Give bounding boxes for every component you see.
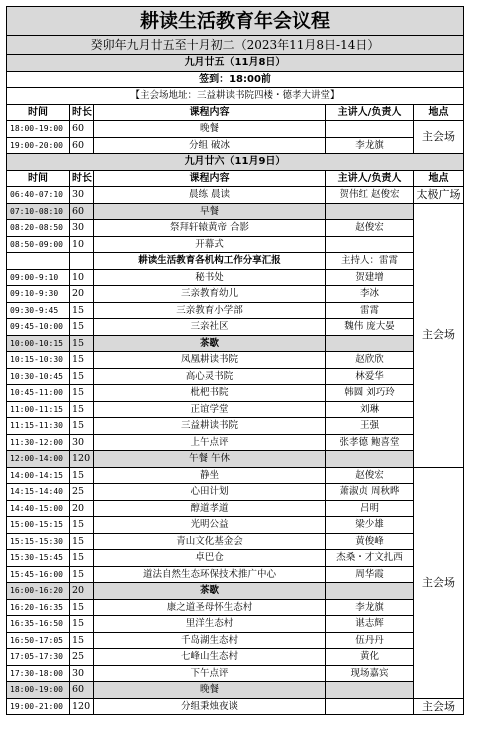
row-content: 静坐 [94,467,326,484]
table-row [7,203,464,220]
row-speaker: 梁少雄 [326,517,414,534]
row-duration: 15 [70,418,94,435]
row-duration: 20 [70,286,94,303]
table-row [7,319,464,336]
row-content: 高心灵书院 [94,368,326,385]
row-content: 秘书处 [94,269,326,286]
row-time: 19:00-21:00 [7,698,70,715]
row-duration: 120 [70,698,94,715]
row-content: 里洋生态村 [94,616,326,633]
table-row [7,500,464,517]
table-row [7,682,464,699]
table-row [7,137,464,154]
table-row [7,352,464,369]
venue-address: 【主会场地址：三益耕读书院四楼・德孝大讲堂】 [7,88,464,105]
row-duration: 25 [70,649,94,666]
row-duration: 15 [70,302,94,319]
row-time: 15:30-15:45 [7,550,70,567]
row-time: 11:30-12:00 [7,434,70,451]
row-speaker: 赵俊宏 [326,220,414,237]
row-time: 16:20-16:35 [7,599,70,616]
row-duration: 30 [70,434,94,451]
row-speaker [326,583,414,600]
row-time: 09:30-9:45 [7,302,70,319]
row-speaker: 李龙旗 [326,599,414,616]
row-duration: 20 [70,583,94,600]
row-time: 18:00-19:00 [7,682,70,699]
row-speaker: 李龙旗 [326,137,414,154]
row-duration: 15 [70,385,94,402]
row-content: 茶歇 [94,335,326,352]
table-row [7,616,464,633]
col-header-content: 课程内容 [94,170,326,187]
row-time: 15:15-15:30 [7,533,70,550]
row-speaker [326,682,414,699]
col-header-duration: 时长 [70,104,94,121]
table-row [7,467,464,484]
row-speaker [326,451,414,468]
table-row [7,269,464,286]
row-time: 14:15-14:40 [7,484,70,501]
row-duration: 15 [70,616,94,633]
row-content: 醇道孝道 [94,500,326,517]
row-speaker: 张孝德 鲍喜堂 [326,434,414,451]
row-speaker: 贺伟红 赵俊宏 [326,187,414,204]
col-header-speaker: 主讲人/负责人 [326,170,414,187]
row-speaker: 黄化 [326,649,414,666]
col-header-content: 课程内容 [94,104,326,121]
agenda-title: 耕读生活教育年会议程 [7,7,464,36]
row-time: 09:00-9:10 [7,269,70,286]
row-content: 茶歇 [94,583,326,600]
sign-in-time: 签到：18:00前 [7,71,464,88]
table-row [7,401,464,418]
row-speaker: 萧淑贞 周秋晔 [326,484,414,501]
table-row [7,434,464,451]
row-duration: 10 [70,269,94,286]
row-speaker: 杰桑・才文扎西 [326,550,414,567]
row-time: 15:45-16:00 [7,566,70,583]
row-duration [70,253,94,270]
row-time: 15:00-15:15 [7,517,70,534]
row-duration: 60 [70,682,94,699]
row-speaker: 李冰 [326,286,414,303]
row-time: 07:10-08:10 [7,203,70,220]
row-duration: 60 [70,137,94,154]
table-row [7,368,464,385]
table-row [7,253,464,270]
table-row [7,451,464,468]
row-time: 10:30-10:45 [7,368,70,385]
row-time: 09:45-10:00 [7,319,70,336]
table-row [7,649,464,666]
row-duration: 120 [70,451,94,468]
day2-schedule [7,187,464,715]
row-content: 千岛湖生态村 [94,632,326,649]
row-speaker: 伍丹丹 [326,632,414,649]
row-location: 主会场 [414,121,464,154]
col-header-time: 时间 [7,104,70,121]
row-duration: 30 [70,187,94,204]
table-row [7,566,464,583]
row-content: 三亲教育幼儿 [94,286,326,303]
row-time: 08:50-09:00 [7,236,70,253]
row-duration: 15 [70,368,94,385]
row-speaker: 魏伟 庞大晏 [326,319,414,336]
row-speaker: 雷霄 [326,302,414,319]
table-row [7,220,464,237]
row-content: 道法自然生态环保技术推广中心 [94,566,326,583]
table-row [7,187,464,204]
row-time: 16:50-17:05 [7,632,70,649]
row-duration: 10 [70,236,94,253]
row-duration: 60 [70,121,94,138]
row-content: 七峰山生态村 [94,649,326,666]
col-header-location: 地点 [414,104,464,121]
agenda-sheet [6,6,463,715]
row-speaker [326,203,414,220]
table-row [7,550,464,567]
row-content: 晨练 晨读 [94,187,326,204]
row-duration: 60 [70,203,94,220]
table-row [7,583,464,600]
row-time: 11:00-11:15 [7,401,70,418]
col-header-duration: 时长 [70,170,94,187]
row-duration: 20 [70,500,94,517]
table-row [7,418,464,435]
row-speaker: 周华霞 [326,566,414,583]
row-content: 上午点评 [94,434,326,451]
row-duration: 15 [70,599,94,616]
row-speaker: 林爱华 [326,368,414,385]
row-duration: 15 [70,632,94,649]
row-content: 晚餐 [94,121,326,138]
row-speaker: 吕明 [326,500,414,517]
row-time: 08:20-08:50 [7,220,70,237]
row-time: 17:05-17:30 [7,649,70,666]
row-content: 晚餐 [94,682,326,699]
row-time: 11:15-11:30 [7,418,70,435]
row-speaker: 主持人：雷霄 [326,253,414,270]
col-header-time: 时间 [7,170,70,187]
table-row [7,533,464,550]
table-row [7,335,464,352]
row-time: 14:00-14:15 [7,467,70,484]
table-row [7,121,464,138]
row-speaker: 现场嘉宾 [326,665,414,682]
row-time: 16:00-16:20 [7,583,70,600]
row-speaker [326,121,414,138]
row-duration: 15 [70,517,94,534]
row-speaker: 赵欣欣 [326,352,414,369]
row-duration: 15 [70,352,94,369]
row-content: 卓巴仓 [94,550,326,567]
table-row [7,517,464,534]
row-content: 心田计划 [94,484,326,501]
row-content: 正谊学堂 [94,401,326,418]
row-time: 17:30-18:00 [7,665,70,682]
table-row [7,286,464,303]
row-content: 青山文化基金会 [94,533,326,550]
day2-header: 九月廿六（11月9日） [7,154,464,171]
table-row [7,302,464,319]
row-time: 10:15-10:30 [7,352,70,369]
row-content: 午餐 午休 [94,451,326,468]
row-time: 09:10-9:30 [7,286,70,303]
row-time: 19:00-20:00 [7,137,70,154]
row-speaker: 王强 [326,418,414,435]
row-location: 主会场 [414,467,464,698]
row-content: 三亲社区 [94,319,326,336]
col-header-location: 地点 [414,170,464,187]
row-content: 分组 破冰 [94,137,326,154]
row-duration: 15 [70,533,94,550]
row-content: 开幕式 [94,236,326,253]
row-content: 早餐 [94,203,326,220]
row-content: 康之道圣母怀生态村 [94,599,326,616]
table-row [7,665,464,682]
row-content: 凤凰耕读书院 [94,352,326,369]
row-content: 光明公益 [94,517,326,534]
table-row [7,632,464,649]
row-speaker: 谌志辉 [326,616,414,633]
row-duration: 15 [70,467,94,484]
row-content: 枇杷书院 [94,385,326,402]
agenda-table [6,6,464,715]
row-content: 分组秉烛夜谈 [94,698,326,715]
table-row [7,385,464,402]
col-header-speaker: 主讲人/负责人 [326,104,414,121]
row-time: 18:00-19:00 [7,121,70,138]
row-time: 14:40-15:00 [7,500,70,517]
table-row [7,484,464,501]
row-speaker [326,698,414,715]
row-time: 12:00-14:00 [7,451,70,468]
row-speaker [326,236,414,253]
row-location: 太极广场 [414,187,464,204]
table-row [7,698,464,715]
row-location: 主会场 [414,203,464,467]
table-row [7,236,464,253]
row-content: 三益耕读书院 [94,418,326,435]
row-time [7,253,70,270]
row-speaker: 赵俊宏 [326,467,414,484]
row-time: 10:45-11:00 [7,385,70,402]
row-duration: 15 [70,566,94,583]
row-duration: 15 [70,335,94,352]
row-speaker: 韩圆 刘巧玲 [326,385,414,402]
row-time: 16:35-16:50 [7,616,70,633]
row-duration: 30 [70,220,94,237]
row-speaker: 黄俊峰 [326,533,414,550]
day1-header: 九月廿五（11月8日） [7,55,464,72]
row-duration: 15 [70,550,94,567]
row-content: 三亲教育小学部 [94,302,326,319]
row-speaker [326,335,414,352]
row-speaker: 刘琳 [326,401,414,418]
row-time: 06:40-07:10 [7,187,70,204]
row-time: 10:00-10:15 [7,335,70,352]
row-duration: 25 [70,484,94,501]
table-row [7,599,464,616]
row-duration: 30 [70,665,94,682]
row-content: 耕读生活教育各机构工作分享汇报 [94,253,326,270]
row-duration: 15 [70,401,94,418]
row-content: 下午点评 [94,665,326,682]
row-content: 祭拜轩辕黄帝 合影 [94,220,326,237]
row-duration: 15 [70,319,94,336]
row-speaker: 贺建增 [326,269,414,286]
row-location: 主会场 [414,698,464,715]
agenda-subtitle: 癸卯年九月廿五至十月初二（2023年11月8日-14日） [7,36,464,55]
